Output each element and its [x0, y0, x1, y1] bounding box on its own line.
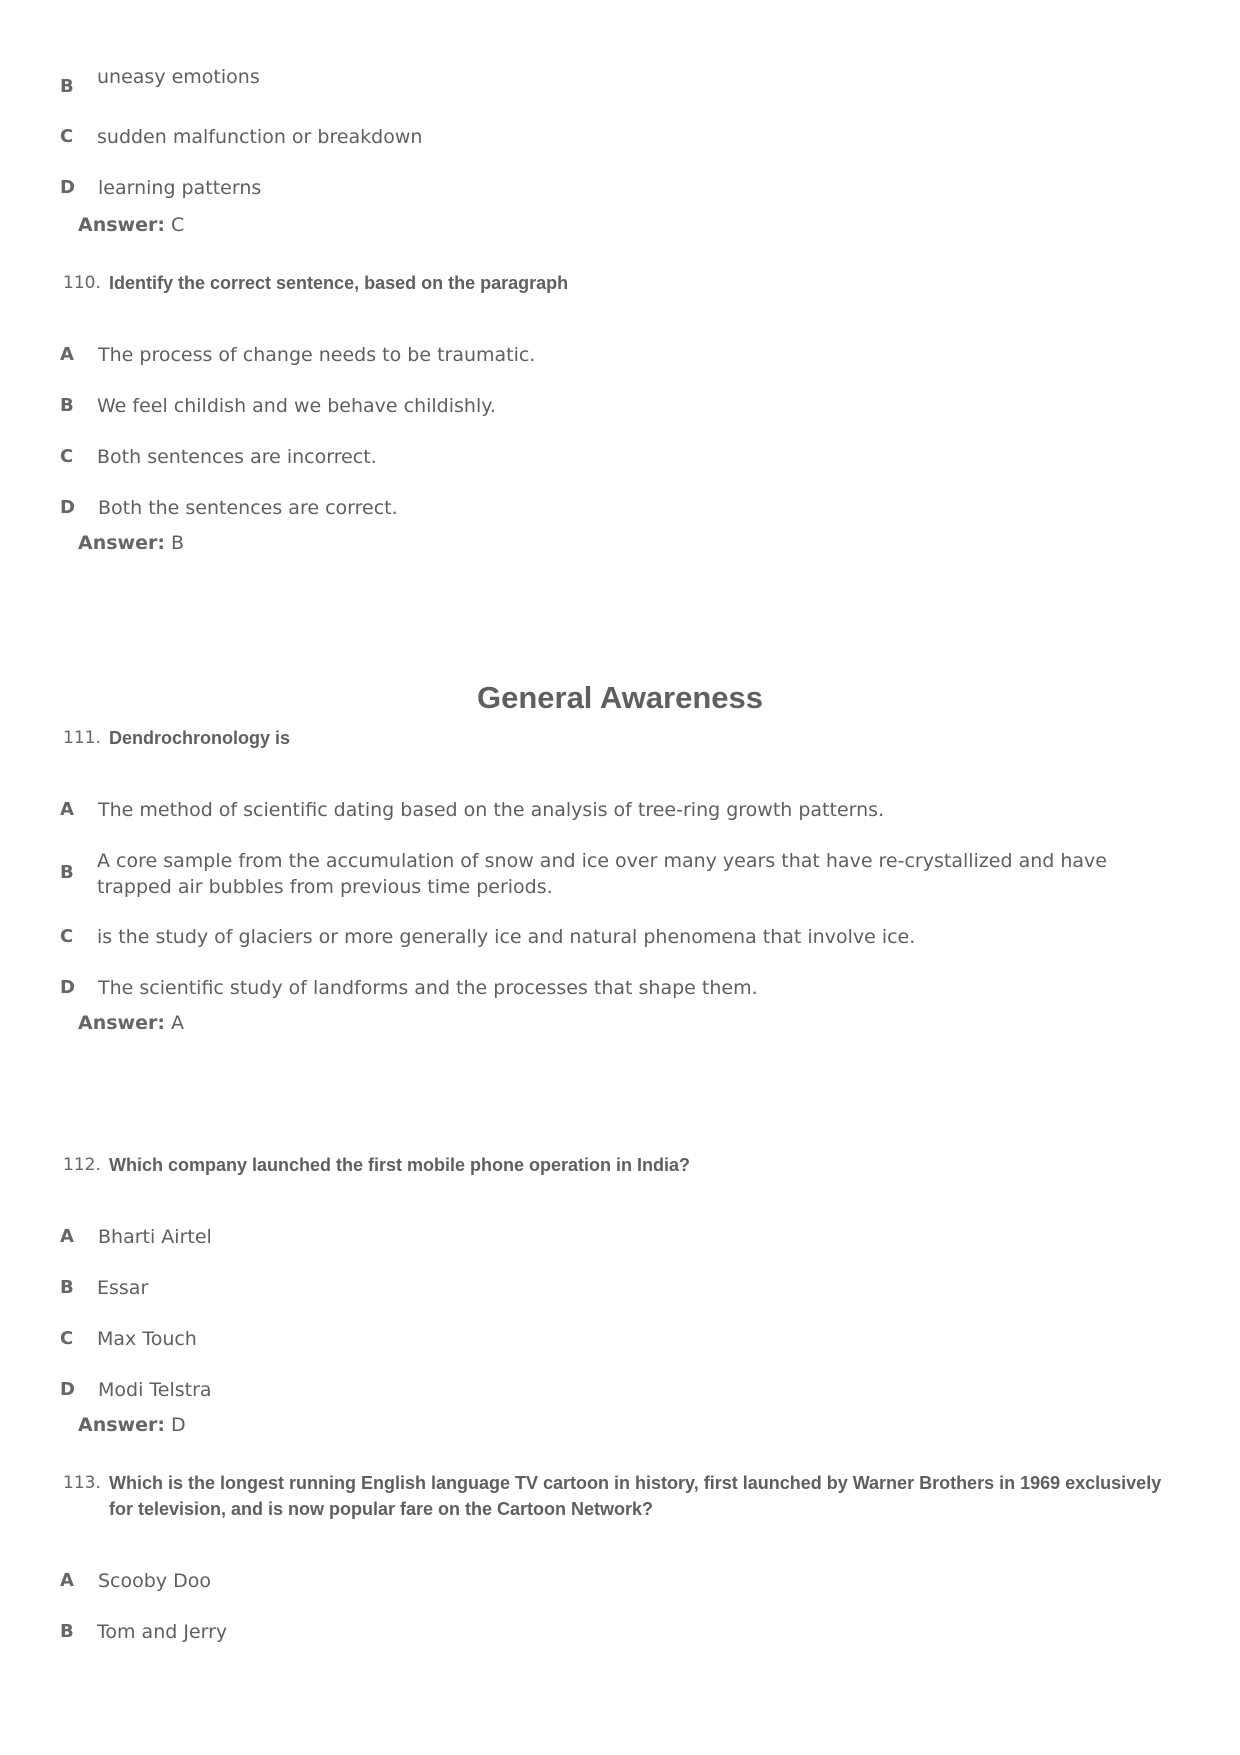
option-a [0, 342, 1240, 372]
answer-label: Answer: [78, 214, 165, 236]
option-c [0, 124, 1240, 154]
question-text: Which is the longest running English language TV cartoon in history, first launched by Warner Brothers in 1969 exclusively for television, and is now popular fare on the Cartoon Network? [109, 1473, 1162, 1519]
option-letter: D [60, 177, 75, 198]
question-text: Dendrochronology is [109, 728, 291, 748]
answer-label: Answer: [78, 532, 165, 554]
option-letter: B [60, 395, 74, 416]
option-letter: C [60, 926, 74, 947]
option-text: The process of change needs to be traumatic. [98, 344, 536, 366]
option-text: Tom and Jerry [97, 1621, 228, 1643]
answer-value: B [171, 532, 185, 554]
option-d [0, 175, 1240, 205]
option-d [0, 495, 1240, 525]
option-b [0, 848, 1240, 904]
question-text: Which company launched the first mobile phone operation in India? [109, 1155, 691, 1175]
option-letter: A [60, 344, 74, 365]
option-text: The scientific study of landforms and the processes that shape them. [98, 977, 758, 999]
question-number: 110. [63, 273, 101, 293]
option-letter: B [60, 1277, 74, 1298]
option-letter: B [60, 862, 74, 883]
option-letter: B [60, 1621, 74, 1642]
option-c [0, 444, 1240, 474]
question-text: Identify the correct sentence, based on the paragraph [109, 273, 569, 293]
answer-label: Answer: [78, 1012, 165, 1034]
option-letter: C [60, 126, 74, 147]
option-text: uneasy emotions [97, 66, 260, 88]
option-a [0, 1224, 1240, 1254]
option-text: We feel childish and we behave childishly. [97, 395, 496, 417]
option-b [0, 64, 1240, 104]
option-a [0, 797, 1240, 827]
option-b [0, 1619, 1240, 1649]
option-text: Modi Telstra [98, 1379, 212, 1401]
answer [78, 532, 184, 554]
option-text: Both sentences are incorrect. [97, 446, 377, 468]
option-letter: D [60, 497, 75, 518]
option-text: learning patterns [98, 177, 262, 199]
section-title: General Awareness [476, 680, 764, 715]
answer-value: D [171, 1414, 186, 1436]
option-letter: C [60, 446, 74, 467]
option-text: sudden malfunction or breakdown [97, 126, 423, 148]
answer-label: Answer: [78, 1414, 165, 1436]
option-text: The method of scientific dating based on the analysis of tree-ring growth patterns. [98, 799, 885, 821]
option-text: Max Touch [97, 1328, 197, 1350]
option-c [0, 1326, 1240, 1356]
answer [78, 1414, 186, 1436]
option-c [0, 924, 1240, 954]
option-a [0, 1568, 1240, 1598]
answer [78, 214, 184, 236]
option-letter: D [60, 977, 75, 998]
option-text: is the study of glaciers or more generally ice and natural phenomena that involve ice. [97, 926, 916, 948]
option-letter: B [60, 76, 74, 97]
option-d [0, 1377, 1240, 1407]
option-text: Essar [97, 1277, 149, 1299]
option-d [0, 975, 1240, 1005]
answer-value: A [171, 1012, 184, 1034]
option-text: Both the sentences are correct. [98, 497, 398, 519]
answer [78, 1012, 184, 1034]
option-letter: D [60, 1379, 75, 1400]
option-text: Scooby Doo [98, 1570, 211, 1592]
option-letter: A [60, 799, 74, 820]
question-number: 112. [63, 1155, 101, 1175]
option-b [0, 393, 1240, 423]
option-letter: A [60, 1570, 74, 1591]
option-text: Bharti Airtel [98, 1226, 212, 1248]
option-letter: A [60, 1226, 74, 1247]
question-number: 113. [63, 1473, 101, 1493]
option-b [0, 1275, 1240, 1305]
option-letter: C [60, 1328, 74, 1349]
option-text: A core sample from the accumulation of snow and ice over many years that have re-crystallized and have trapped air bubbles from previous time periods. [97, 850, 1107, 898]
question-number: 111. [63, 728, 101, 748]
answer-value: C [171, 214, 185, 236]
